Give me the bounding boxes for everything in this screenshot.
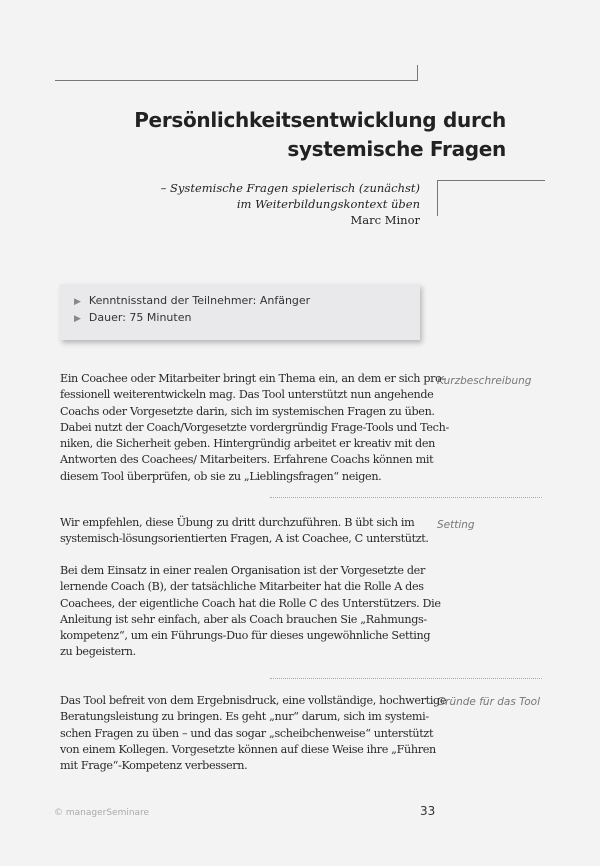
subtitle-rule-tick: [437, 180, 438, 216]
text-line: Das Tool befreit von dem Ergebnisdruck, eine vollständige, hochwertige: [60, 694, 447, 707]
text-line: Beratungsleistung zu bringen. Es geht „nur“ darum, sich im systemi-: [60, 710, 429, 724]
section-divider: [270, 678, 542, 679]
text-line: systemisch-lösungsorientierten Fragen, A ist Coachee, C unterstützt.: [60, 532, 429, 546]
text-line: mit Frage“-Kompetenz verbessern.: [60, 759, 248, 773]
info-item: [74, 294, 310, 307]
info-text: Dauer: 75 Minuten: [88, 311, 192, 324]
text-line: zu begeistern.: [60, 645, 136, 659]
subtitle-rule: [437, 180, 545, 181]
author: Marc Minor: [350, 213, 420, 227]
text-line: fessionell weiterentwickeln mag. Das Tool unterstützt nun angehende: [60, 388, 434, 402]
text-line: Dabei nutzt der Coach/Vorgesetzte vordergründig Frage-Tools und Tech-: [60, 420, 449, 434]
section-label: Setting: [437, 519, 475, 531]
subtitle: [161, 180, 420, 228]
text-line: kompetenz“, um ein Führungs-Duo für dieses ungewöhnliche Setting: [60, 629, 431, 643]
text-line: Wir empfehlen, diese Übung zu dritt durchzuführen. B übt sich im: [60, 516, 415, 529]
paragraph: [60, 693, 447, 774]
triangle-bullet-icon: ▶: [74, 297, 81, 307]
text-line: von einem Kollegen. Vorgesetzte können auf diese Weise ihre „Führen: [60, 742, 436, 756]
text-line: diesem Tool überprüfen, ob sie zu „Lieblingsfragen“ neigen.: [60, 469, 382, 483]
page-number: 33: [420, 804, 436, 818]
text-line: Coachs oder Vorgesetzte darin, sich im systemischen Fragen zu üben.: [60, 404, 435, 418]
text-line: niken, die Sicherheit geben. Hintergründig arbeitet er kreativ mit den: [60, 437, 435, 451]
text-line: Bei dem Einsatz in einer realen Organisation ist der Vorgesetzte der: [60, 564, 425, 577]
info-text: Kenntnisstand der Teilnehmer: Anfänger: [88, 294, 311, 307]
copyright: © managerSeminare: [54, 808, 150, 818]
subtitle-line: – Systemische Fragen spielerisch (zunächst): [160, 181, 420, 195]
paragraph: [60, 371, 449, 485]
text-line: Antworten des Coachees/ Mitarbeiters. Erfahrene Coachs können mit: [60, 453, 434, 467]
header-rule-tick: [417, 65, 418, 81]
text-line: Ein Coachee oder Mitarbeiter bringt ein Thema ein, an dem er sich pro-: [60, 372, 445, 385]
text-line: lernende Coach (B), der tatsächliche Mitarbeiter hat die Rolle A des: [60, 580, 424, 594]
paragraph: [60, 563, 441, 661]
title-line: Persönlichkeitsentwicklung durch: [134, 108, 506, 132]
section-label: Gründe für das Tool: [437, 696, 541, 708]
text-line: schen Fragen zu üben – und das sogar „scheibchenweise“ unterstützt: [60, 726, 434, 740]
section-divider: [270, 497, 542, 498]
info-box: [60, 284, 420, 340]
text-line: Anleitung ist sehr einfach, aber als Coach brauchen Sie „Rahmungs-: [60, 612, 427, 626]
subtitle-line: im Weiterbildungskontext üben: [236, 197, 420, 211]
section-label: Kurzbeschreibung: [437, 375, 532, 387]
info-item: [74, 311, 191, 324]
header-rule: [55, 80, 418, 81]
paragraph: [60, 515, 429, 548]
triangle-bullet-icon: ▶: [74, 314, 81, 324]
page-title: [134, 106, 506, 164]
text-line: Coachees, der eigentliche Coach hat die Rolle C des Unterstützers. Die: [60, 596, 441, 610]
title-line: systemische Fragen: [287, 137, 506, 161]
